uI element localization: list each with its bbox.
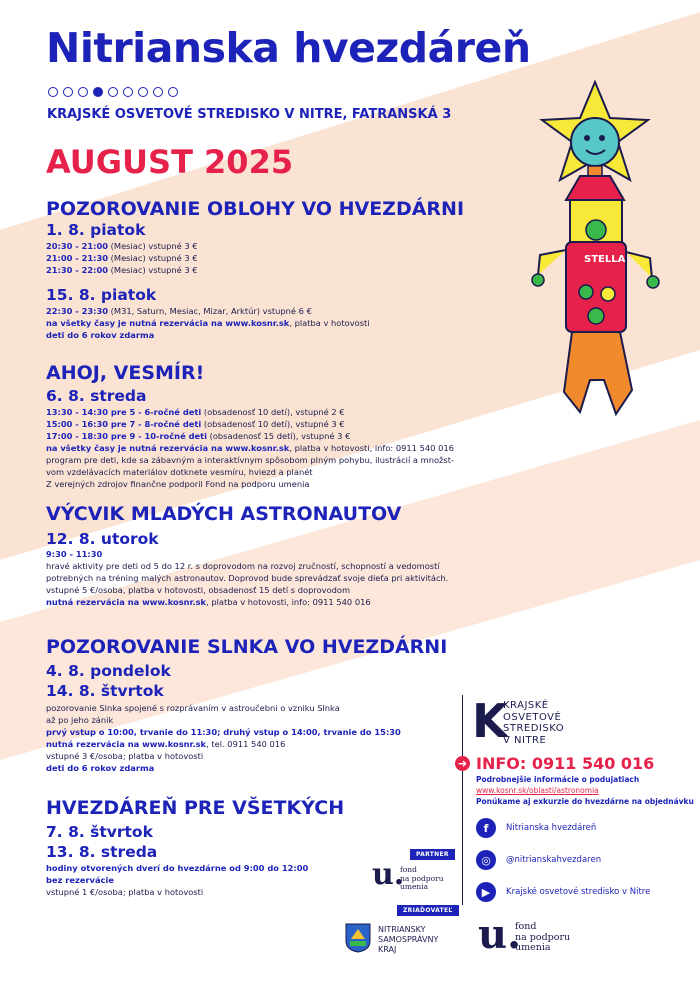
event-time: 9:30 - 11:30 — [46, 549, 103, 559]
dot-indicator — [48, 87, 58, 97]
kos-line: STREDISKO — [503, 723, 565, 734]
dot-indicator — [63, 87, 73, 97]
event-description: Z verejných zdrojov finančne podporil Fond na podporu umenia — [46, 479, 310, 489]
event-line — [46, 419, 345, 431]
nsk-line: SAMOSPRÁVNY — [378, 935, 439, 944]
subtitle-address: KRAJSKÉ OSVETOVÉ STREDISKO V NITRE, FATRANSKÁ 3 — [47, 107, 452, 122]
event-description: až po jeho zánik — [46, 715, 114, 725]
event-line — [46, 318, 370, 330]
arrow-right-icon: ➜ — [455, 756, 470, 771]
section-heading-astronaut-training: VÝCVIK MLADÝCH ASTRONAUTOV — [46, 503, 402, 525]
kos-line: KRAJSKÉ — [503, 700, 549, 711]
event-line-text: , platba v hotovosti — [289, 318, 370, 328]
event-line-highlight: prvý vstup o 10:00, trvanie do 11:30; — [46, 727, 221, 737]
event-line-text: (Mesiac) vstupné 3 € — [108, 241, 198, 251]
page-title: Nitrianska hvezdáreň — [46, 24, 531, 72]
event-line-text: , platba v hotovosti, info: 0911 540 016 — [289, 443, 454, 453]
fond-line: na podporu — [400, 873, 444, 883]
fond-logo-large-icon: u. — [478, 911, 522, 958]
reservation-link[interactable]: na všetky časy je nutná rezervácia na www.kosnr.sk — [46, 318, 290, 328]
event-date: 1. 8. piatok — [46, 221, 146, 239]
event-description: potrebných na tréning malých astronautov. Doprovod bude sprevádzať svoje dieťa pri aktivitách. — [46, 573, 449, 583]
event-line — [46, 253, 198, 265]
nsk-coat-of-arms-icon — [345, 923, 371, 953]
dot-indicator — [78, 87, 88, 97]
event-line-highlight: druhý vstup o 14:00, trvanie do 15:30 — [220, 727, 401, 737]
dot-indicator — [153, 87, 163, 97]
event-line: bez rezervácie — [46, 875, 114, 885]
event-line-text: , platba v hotovosti, info: 0911 540 016 — [206, 597, 371, 607]
event-line-highlight: 21:30 - 22:00 — [46, 265, 109, 275]
partner-tag: PARTNER — [410, 849, 455, 860]
event-date: 12. 8. utorok — [46, 530, 159, 548]
reservation-link[interactable]: nutná rezervácia na www.kosnr.sk — [46, 597, 207, 607]
event-line-highlight: 21:00 - 21:30 — [46, 253, 109, 263]
mascot-label: STELLA — [584, 254, 626, 265]
reservation-link[interactable]: nutná rezervácia na www.kosnr.sk — [46, 739, 207, 749]
fond-line: fond — [400, 865, 417, 874]
facebook-icon: f — [476, 818, 496, 838]
section-heading-sky-observation: POZOROVANIE OBLOHY VO HVEZDÁRNI — [46, 198, 465, 220]
event-line-text: (obsadenosť 15 detí), vstupné 3 € — [206, 431, 351, 441]
facebook-label: Nitrianska hvezdáreň — [506, 823, 597, 833]
month-heading: AUGUST 2025 — [46, 143, 294, 181]
event-date: 7. 8. štvrtok — [46, 823, 153, 841]
facebook-link[interactable] — [476, 818, 596, 838]
event-line-highlight: 22:30 - 23:30 — [46, 306, 109, 316]
event-description: pozorovanie Slnka spojené s rozprávaním v astroučebni o vzniku Slnka — [46, 703, 340, 713]
more-info-text: Podrobnejšie informácie o podujatiach — [476, 775, 640, 784]
event-line: vstupné 1 €/osoba; platba v hotovosti — [46, 887, 204, 897]
nsk-logo-text — [378, 925, 438, 955]
info-phone — [455, 754, 654, 773]
instagram-icon: ◎ — [476, 850, 496, 870]
instagram-label: @nitrianskahvezdaren — [506, 855, 602, 865]
mascot-illustration — [520, 80, 670, 420]
event-date: 15. 8. piatok — [46, 286, 157, 304]
event-line-text: (Mesiac) vstupné 3 € — [108, 265, 198, 275]
event-line — [46, 407, 345, 419]
info-phone-text: INFO: 0911 540 016 — [476, 754, 655, 773]
founder-tag: ZRIAĎOVATEĽ — [397, 905, 459, 916]
event-line — [46, 443, 454, 455]
dot-indicator — [108, 87, 118, 97]
fond-logo-large-text — [515, 922, 570, 954]
event-date: 6. 8. streda — [46, 387, 147, 405]
event-line — [46, 265, 198, 277]
event-line-text: , tel. 0911 540 016 — [206, 739, 286, 749]
fond-line: fond — [515, 921, 537, 932]
event-line — [46, 739, 285, 751]
event-line: vstupné 5 €/osoba, platba v hotovosti, obsadenosť 15 detí s doprovodom — [46, 585, 351, 595]
kos-logo-icon: K — [472, 694, 508, 748]
event-date: 4. 8. pondelok — [46, 662, 171, 680]
fond-line: umenia — [515, 942, 551, 953]
nsk-line: NITRIANSKY — [378, 925, 426, 934]
event-line-highlight: 17:00 - 18:30 pre 9 - 10-ročné deti — [46, 431, 207, 441]
page-dots — [48, 87, 178, 97]
event-date: 14. 8. štvrtok — [46, 682, 164, 700]
fond-line: na podporu — [515, 931, 571, 943]
fond-logo-text — [400, 866, 444, 892]
event-line — [46, 241, 198, 253]
event-line-text: (obsadenosť 10 detí), vstupné 2 € — [201, 407, 345, 417]
kos-line: V NITRE — [503, 734, 547, 746]
nsk-line: KRAJ — [378, 945, 397, 954]
event-line — [46, 431, 350, 443]
dot-indicator — [168, 87, 178, 97]
event-line — [46, 597, 371, 609]
event-line — [46, 306, 312, 318]
event-line-text: (M31, Saturn, Mesiac, Mizar, Arktúr) vstupné 6 € — [108, 306, 312, 316]
dot-indicator — [138, 87, 148, 97]
event-line: hodiny otvorených dverí do hvezdárne od 9:00 do 12:00 — [46, 863, 309, 873]
dot-indicator — [123, 87, 133, 97]
youtube-icon: ▶ — [476, 882, 496, 902]
event-description: hravé aktivity pre deti od 5 do 12 r. s doprovodom na rozvoj zručností, schopností a vedomostí — [46, 561, 440, 571]
section-heading-sun-observation: POZOROVANIE SLNKA VO HVEZDÁRNI — [46, 636, 448, 658]
event-line-highlight: 20:30 - 21:00 — [46, 241, 109, 251]
event-description: vom vzdelávacích materiálov dotknete vesmíru, hviezd a planét — [46, 467, 313, 477]
youtube-label: Krajské osvetové stredisko v Nitre — [506, 887, 651, 897]
event-description: program pre deti, kde sa zábavným a interaktívnym spôsobom plným pohybu, ilustrácií a množst- — [46, 455, 454, 465]
kos-logo-text — [503, 700, 564, 746]
kos-line: OSVETOVÉ — [503, 711, 562, 723]
event-line-text: (Mesiac) vstupné 3 € — [108, 253, 198, 263]
section-heading-observatory-for-all: HVEZDÁREŇ PRE VŠETKÝCH — [46, 797, 345, 819]
fond-logo-icon: u. — [372, 857, 405, 892]
instagram-link[interactable] — [476, 850, 601, 870]
event-date: 13. 8. streda — [46, 843, 158, 861]
event-line: vstupné 3 €/osoba; platba v hotovosti — [46, 751, 204, 761]
event-line-highlight: 15:00 - 16:30 pre 7 - 8-ročné deti — [46, 419, 202, 429]
youtube-link[interactable] — [476, 882, 650, 902]
divider — [462, 695, 463, 905]
excursion-text: Ponúkame aj exkurzie do hvezdárne na objednávku — [476, 797, 694, 806]
event-line-highlight: 13:30 - 14:30 pre 5 - 6-ročné deti — [46, 407, 202, 417]
astronomy-url-link[interactable]: www.kosnr.sk/oblasti/astronomia — [476, 786, 599, 795]
dot-indicator-active — [93, 87, 103, 97]
event-line: deti do 6 rokov zdarma — [46, 330, 155, 340]
fond-line: umenia — [400, 882, 429, 891]
event-line-text: (obsadenosť 10 detí), vstupné 3 € — [201, 419, 345, 429]
event-line: deti do 6 rokov zdarma — [46, 763, 155, 773]
section-heading-hello-space: AHOJ, VESMÍR! — [46, 362, 205, 384]
reservation-link[interactable]: na všetky časy je nutná rezervácia na www.kosnr.sk — [46, 443, 290, 453]
event-line — [46, 727, 401, 739]
